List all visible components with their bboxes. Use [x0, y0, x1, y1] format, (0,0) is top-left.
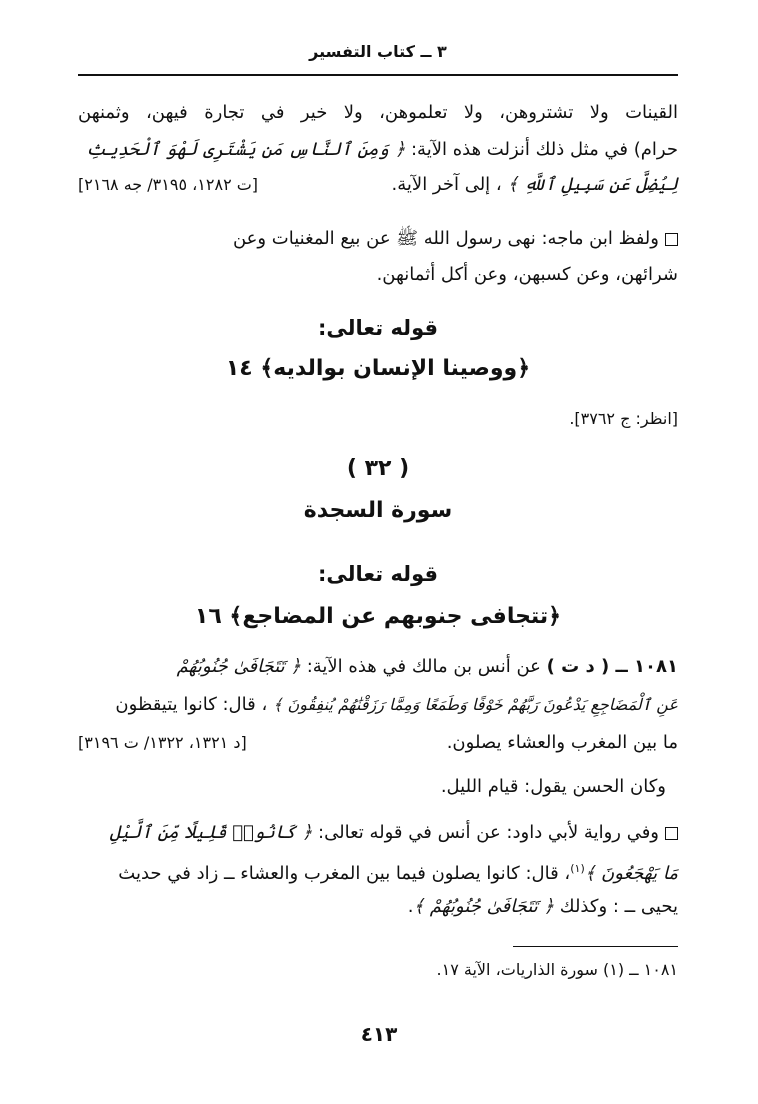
- paragraph-line: وكان الحسن يقول: قيام الليل.: [440, 776, 666, 797]
- section-heading: قوله تعالى:: [317, 562, 438, 586]
- body-text: وفي رواية لأبي داود: عن أنس في قوله تعالى:: [318, 822, 659, 843]
- source-reference: [د ١٣٢١، ١٣٢٢/ ت ٣١٩٦]: [78, 733, 247, 752]
- paragraph-line: القينات ولا تشتروهن، ولا تعلموهن، ولا خير في تجارة فيهن، وثمنهن: [78, 102, 678, 123]
- quran-verse: مَا يَهْجَعُونَ ﴾: [584, 863, 678, 884]
- quran-verse: ﴿ وَمِنَ ٱلنَّاسِ مَن يَشْتَرِى لَهْوَ ٱلْحَدِيثِ: [86, 139, 406, 160]
- paragraph-line: [78, 168, 678, 202]
- paragraph-line: [78, 222, 678, 256]
- paragraph-line: [78, 133, 678, 167]
- cross-reference: [انظر: ج ٣٧٦٢].: [569, 409, 678, 428]
- footnote-rule: [513, 946, 678, 947]
- paragraph-line: [78, 688, 678, 722]
- body-text: ما بين المغرب والعشاء يصلون.: [446, 732, 678, 753]
- paragraph-line: [78, 650, 678, 684]
- footnote: ١٠٨١ ــ (١) سورة الذاريات، الآية ١٧.: [436, 960, 678, 979]
- paragraph-line: شرائهن، وعن كسبهن، وعن أكل أثمانهن.: [376, 264, 678, 285]
- header-rule: [78, 74, 678, 76]
- quran-verse: ﴿ تَتَجَافَىٰ جُنُوبُهُمْ: [176, 656, 301, 677]
- body-text: يحيى ــ : وكذلك: [559, 896, 678, 917]
- hadith-number: ١٠٨١ ــ ( د ت ): [546, 656, 678, 677]
- page-number: ٤١٣: [360, 1022, 398, 1046]
- quran-verse: ﴿ كَانُوا۟ قَلِيلًا مِّنَ ٱلَّيْلِ: [109, 822, 313, 843]
- square-bullet-icon: [665, 233, 678, 246]
- section-heading: قوله تعالى:: [317, 316, 438, 340]
- running-title: ٣ ــ كتاب التفسير: [309, 42, 447, 61]
- ayah-heading: ﴿ووصينا الإنسان بوالديه﴾ ١٤: [225, 356, 531, 381]
- paragraph-line: [78, 890, 678, 924]
- sura-number: ( ٣٢ ): [346, 456, 410, 481]
- body-text: حرام) في مثل ذلك أنزلت هذه الآية:: [410, 139, 678, 160]
- ayah-heading: ﴿تتجافى جنوبهم عن المضاجع﴾ ١٦: [194, 604, 562, 629]
- body-text: ، قال: كانوا يتيقظون: [115, 694, 268, 715]
- body-text: عن أنس بن مالك في هذه الآية:: [306, 656, 541, 677]
- quran-verse: لِيُضِلَّ عَن سَبِيلِ ٱللَّهِ ﴾: [507, 174, 678, 195]
- body-text: ولفظ ابن ماجه: نهى رسول الله ﷺ عن بيع المغنيات وعن: [232, 228, 659, 249]
- square-bullet-icon: [665, 827, 678, 840]
- body-text: ، قال: كانوا يصلون فيما بين المغرب والعشاء ــ زاد في حديث: [118, 863, 571, 884]
- source-reference: [ت ١٢٨٢، ٣١٩٥/ جه ٢١٦٨]: [78, 175, 259, 194]
- sura-title: سورة السجدة: [303, 498, 453, 523]
- body-text: .: [407, 896, 414, 917]
- quran-verse: ﴿ تَتَجَافَىٰ جُنُوبُهُمْ ﴾: [413, 896, 555, 917]
- quran-verse: عَنِ ٱلْمَضَاجِعِ يَدْعُونَ رَبَّهُمْ خَوْفًا وَطَمَعًا وَمِمَّا رَزَقْنَٰهُمْ يُنفِقُونَ ﴾: [273, 695, 678, 714]
- paragraph-line: [78, 816, 678, 850]
- paragraph-line: [78, 852, 678, 886]
- body-text: ، إلى آخر الآية.: [391, 174, 502, 195]
- paragraph-line: [78, 726, 678, 760]
- footnote-marker: (١): [570, 862, 585, 875]
